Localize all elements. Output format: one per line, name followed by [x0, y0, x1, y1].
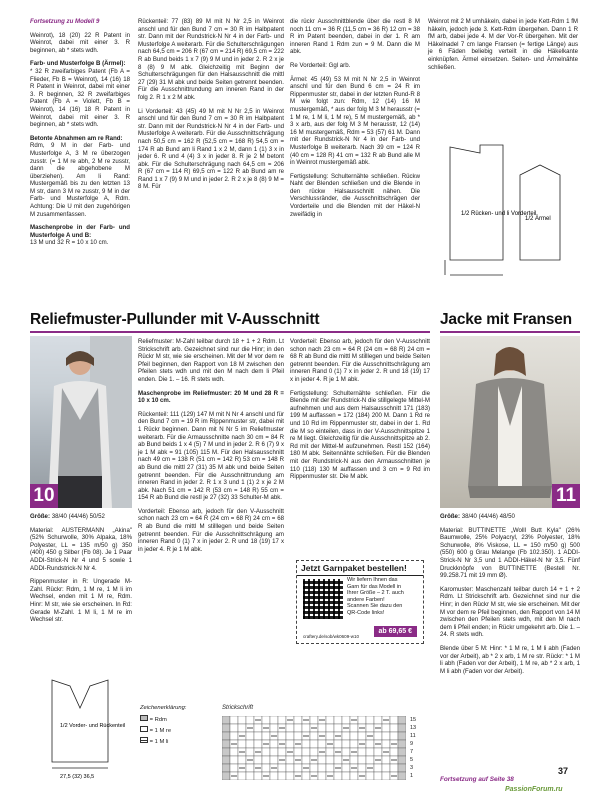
- chart-cell: [278, 748, 286, 756]
- rib-pattern-text: Rippenmuster in R: Ungerade M-Zahl. Rückr: Rdm, 1 M re, 1 M li im Wechsel, enden mit 1 M re, Rdm. Hinr: M str, wie sie erscheinen. In Rd: Gerade M-Zahl. 1 M li, 1 M re im Wechsel str.: [30, 578, 132, 624]
- chart-row-label: 5: [410, 757, 414, 763]
- chart-cell: [246, 732, 254, 740]
- chart-cell: [262, 732, 270, 740]
- chart-cell: [366, 740, 374, 748]
- text-paragraph: Weinrot), 18 (20) 22 R Patent in Weinrot, dabei mit einer 3. R beginnen, ab * stets wdh.: [30, 31, 130, 54]
- chart-cell: [318, 756, 326, 764]
- chart-cell: [318, 772, 326, 780]
- size-line: Größe: 38/40 (44/46) 48/50: [440, 513, 515, 520]
- text-paragraph: Li Vorderteil: 43 (45) 49 M mit N Nr 2,5 in Weinrot anschl und für den Bund 7 cm = 30 R im Halbpatent str. Dann mit der Rundstrick-N Nr 4 in der Farb- und Musterfolge A weiterarb. Für die Ausschnittschrägung nach 50,5 cm = 162 R (52,5 cm = 168 R) 54,5 cm = 174 R ab Bund am li Rand 1 x 2 M, dann 1 (1) 3 x in jeder 6. R und 4 (4) 3 x in jeder 8. R je 2 M betont abk. Für die Schulterschrägung nach 64,5 cm = 206 R (67 cm = 114 R) 69,5 cm = 122 R ab Bund am re Rand 1 x 7 (9) 9 M und in jeder 2. R 2 x je 8 (8) 9 M = 8 M. Für: [138, 107, 284, 191]
- chart-cell: [230, 764, 238, 772]
- chart-cell: [342, 732, 350, 740]
- yarn-package-box: [296, 560, 424, 644]
- chart-cell: [358, 756, 366, 764]
- legend-item: = Rdm: [140, 715, 202, 723]
- chart-cell: [254, 740, 262, 748]
- schema-label: 1/2 Vorder- und Rückenteil: [60, 723, 126, 729]
- chart-cell: [270, 756, 278, 764]
- top-column-3: [290, 18, 420, 224]
- legend-item: = 1 M re: [140, 726, 202, 734]
- model-10-badge: 10: [30, 484, 58, 508]
- chart-cell: [286, 740, 294, 748]
- chart-cell: [390, 732, 398, 740]
- chart-cell: [278, 764, 286, 772]
- text-paragraph: 13 M und 32 R = 10 x 10 cm.: [30, 239, 109, 247]
- chart-cell: [390, 764, 398, 772]
- chart-cell: [310, 740, 318, 748]
- chart-cell: [326, 764, 334, 772]
- text-paragraph: Re Vorderteil: Ggl arb.: [290, 61, 351, 69]
- knit-stitch-icon: [140, 726, 148, 732]
- chart-cell: [358, 748, 366, 756]
- chart-cell: [326, 756, 334, 764]
- chart-cell: [366, 748, 374, 756]
- chart-cell: [262, 756, 270, 764]
- model-11-badge: 11: [552, 484, 580, 508]
- chart-cell: [358, 764, 366, 772]
- chart-cell: [302, 756, 310, 764]
- size-line: Größe: 38/40 (44/46) 50/52: [30, 513, 105, 520]
- chart-cell: [366, 716, 374, 724]
- chart-cell: [230, 724, 238, 732]
- chart-cell: [302, 748, 310, 756]
- chart-row-label: 9: [410, 741, 414, 747]
- legend-title: Zeichenerklärung:: [140, 705, 187, 711]
- gauge-text: Maschenprobe im Reliefmuster: 20 M und 28 R = 10 x 10 cm.: [138, 389, 284, 405]
- chart-cell: [326, 716, 334, 724]
- chart-legend: [140, 705, 202, 745]
- chart-cell: [286, 732, 294, 740]
- chart-cell: [382, 772, 390, 780]
- chart-cell: [230, 716, 238, 724]
- chart-cell: [374, 764, 382, 772]
- chart-cell: [262, 716, 270, 724]
- chart-cell: [342, 748, 350, 756]
- chart-cell: [350, 772, 358, 780]
- chart-cell: [278, 716, 286, 724]
- chart-cell: [286, 724, 294, 732]
- chart-cell: [326, 748, 334, 756]
- material-text: Material: BUTTINETTE „Wolll Butt Kyla" (26% Baumwolle, 25% Polyacryl, 23% Polyester, 18% Schurwolle, 8% Viskose, LL = 150 m/50 g) 500 (550) 600 g Grau Melange (Fb 102.350). 1 ADDI-Strick-N Nr 3,5 und 1 ADDI-Häkel-N Nr 3,5. Fünf Druckknöpfe von BUTTINETTE (Bestell Nr. 99.258.71 mit 19 mm Ø).: [440, 526, 580, 580]
- chart-cell: [222, 724, 230, 732]
- chart-cell: [374, 716, 382, 724]
- model-11-photo: [440, 336, 580, 508]
- chart-cell: [238, 740, 246, 748]
- yarn-package-price[interactable]: ab 69,65 €: [374, 626, 417, 637]
- model-10-title: Reliefmuster-Pullunder mit V-Ausschnitt: [30, 311, 320, 328]
- edge-stitch-icon: [140, 715, 148, 721]
- chart-cell: [398, 772, 406, 780]
- schema-front-back: [30, 672, 132, 782]
- chart-cell: [270, 772, 278, 780]
- chart-cell: [398, 716, 406, 724]
- chart-cell: [270, 748, 278, 756]
- finishing-text: Fertigstellung: Schulternähte schließen. Für die Blende mit der Rundstrick-N die stillgelegte Mittel-M aufnehmen und aus dem Halsausschnitt 171 (183) 199 M auffassen = 172 (184) 200 M. Dann 1 Rd re und 10 Rd im Rippenmuster str, dabei in der 1. Rd die M so einteilen, dass in der V-Ausschnittspitze 1 re M liegt. Gleichzeitig für die Ausschnittspitze ab 2. Rd mit der Mittel-M aufzunehmen. Restl 152 (164) 180 M abk. Seitennähte schließen. Für die Blenden mit der Rundstrick-N aus den Armausschnitten je 110 (118) 130 M auffassen und 3 cm = 9 Rd im Rippenmuster str. Die M abk.: [290, 389, 430, 481]
- chart-cell: [318, 724, 326, 732]
- chart-row-label: 13: [410, 725, 417, 731]
- chart-cell: [302, 724, 310, 732]
- chart-row-label: 3: [410, 765, 414, 771]
- chart-cell: [254, 756, 262, 764]
- chart-cell: [254, 732, 262, 740]
- chart-cell: [270, 740, 278, 748]
- section-heading: Maschenprobe in der Farb- und Musterfolge A und B:: [30, 224, 130, 239]
- chart-cell: [238, 716, 246, 724]
- text-paragraph: Rückenteil: 77 (83) 89 M mit N Nr 2,5 in Weinrot anschl und für den Bund 7 cm = 30 R im Halbpatent str. Dann mit der Rundstrick-N Nr 4 in der Farb- und Musterfolge A weiterarb. Für die Schulterschrägungen nach 64,5 cm = 206 R (67 cm = 214 R) 69,5 cm = 222 R ab Bund beids 1 x 7 (9) 9 M und in jeder 2. R 2 x je 8 (8) 9 M abk. Gleichzeitig mit Beginn der Schulterschrägungen für den Halsausschnitt die mittl 27 (29) 31 M abk und beide Seiten getrennt beenden. Für die Ausschnittrundung am inneren Rand in der folg 2. R 1 x 2 M abk.: [138, 18, 284, 101]
- chart-cell: [262, 748, 270, 756]
- continuation-note: Fortsetzung zu Modell 9: [30, 18, 100, 25]
- model-10-photo: [30, 336, 132, 508]
- chart-cell: [326, 724, 334, 732]
- chart-cell: [398, 756, 406, 764]
- chart-cell: [302, 740, 310, 748]
- knitting-chart-grid: [222, 716, 406, 780]
- chart-cell: [310, 748, 318, 756]
- model-figure-icon: [440, 336, 580, 508]
- schema-back-front: [425, 135, 580, 295]
- chart-cell: [238, 756, 246, 764]
- chart-cell: [294, 724, 302, 732]
- material-text: Material: AUSTERMANN „Akina" (52% Schurwolle, 30% Alpaka, 18% Polyester, LL = 135 m/50 g) 350 (400) 450 g Silber (Fb 08). Je 1 Paar ADDI-Strick-N Nr 4 und 5 sowie 1 ADDI-Rundstrick-N Nr 4.: [30, 526, 132, 572]
- chart-cell: [374, 748, 382, 756]
- text-paragraph: Fertigstellung: Schulternähte schließen. Rückw Naht der Blenden schließen und die Blende in den rückw Halsausschnitt nähen. Die Verschlussränder, die Ausschnittschrägen der Vorderteile und die Blenden mit der Häkel-N zweifädig in: [290, 172, 420, 218]
- chart-cell: [294, 732, 302, 740]
- chart-cell: [222, 772, 230, 780]
- section-heading: Betonte Abnahmen am re Rand:: [30, 134, 123, 142]
- model-figure-icon: [30, 336, 132, 508]
- chart-cell: [366, 724, 374, 732]
- chart-cell: [342, 772, 350, 780]
- yarn-package-title: Jetzt Garnpaket bestellen!: [297, 561, 423, 576]
- chart-cell: [238, 724, 246, 732]
- chart-cell: [366, 772, 374, 780]
- schema-width: 27,5 (32) 36,5: [60, 774, 95, 780]
- model-10-column-1: [30, 513, 132, 630]
- text-paragraph: Ärmel: 45 (49) 53 M mit N Nr 2,5 in Weinrot anschl und für den Bund 6 cm = 24 R im Rippenmuster str, dabei in der letzten Rund-R 8 M wie folgt zun: Rdm, 12 (14) 16 M mustergemäß, * aus der folg M 3 M herausstr (= 1 M re, 1 M li, 1 M re), 5 M mustergemäß, ab * 3 x arb, aus der folg M 3 M herausstr, 12 (14) 16 M mustergemäß, Rdm = 53 (57) 61 M. Dann mit der Rundstrick-N Nr 4 in der Farb- und Musterfolge B weiterarb. Nach 39 cm = 124 R (40 cm = 128 R) 41 cm = 132 R ab Bund alle M in Weinrot mustergemäß abk.: [290, 75, 420, 167]
- chart-cell: [254, 724, 262, 732]
- knitting-chart: [222, 716, 406, 780]
- chart-cell: [222, 764, 230, 772]
- chart-cell: [310, 732, 318, 740]
- chart-cell: [294, 748, 302, 756]
- yarn-package-url[interactable]: craftery.de/sob/wk0609-w10: [303, 634, 359, 639]
- qr-code-icon[interactable]: [303, 579, 343, 619]
- chart-cell: [318, 764, 326, 772]
- text-paragraph: * 32 R zweifarbiges Patent (Fb A = Flieder, Fb B = Weinrot), 14 (16) 18 R Patent in Weinrot, dabei mit einer 3. R beginnen, 32 R zweifarbiges Patent (Fb A = Violett, Fb B = Weinrot), 14 (16) 18 R Patent in Weinrot, dabei mit einer 3. R beginnen, ab * stets wdh.: [30, 67, 130, 129]
- chart-cell: [398, 724, 406, 732]
- chart-cell: [222, 740, 230, 748]
- chart-cell: [342, 764, 350, 772]
- chart-cell: [294, 716, 302, 724]
- continuation-link[interactable]: Fortsetzung auf Seite 38: [440, 776, 514, 783]
- border-text: Blende über 5 M: Hinr: * 1 M re, 1 M li abh (Faden vor der Arbeit), ab * 2 x arb, 1 M re str. Rückr: * 1 M li abh (Faden vor der Arbeit), 1 M re, ab * 2 x arb, 1 M li abh (Faden vor der Arbeit).: [440, 644, 580, 675]
- top-column-4: [428, 18, 578, 77]
- chart-cell: [270, 716, 278, 724]
- chart-row-label: 7: [410, 749, 414, 755]
- model-11-column: [440, 513, 580, 681]
- legend-item: = 1 M li: [140, 737, 202, 745]
- check-pattern-text: Karomuster: Maschenzahl teilbar durch 14 + 1 + 2 Rdm. Lt Strickschrift arb. Gezeichnet sind nur die Hinr; in den Rückr M str, wie sie erscheinen. Mit der M vor dem re Pfeil beginnen, den Rapport von 14 M zwischen den Pfeilen stets wdh, mit den M nach dem li Pfeil enden; in Rückr umgekehrt arb. Die 1. – 24. R stets wdh.: [440, 585, 580, 639]
- chart-cell: [358, 716, 366, 724]
- chart-cell: [342, 740, 350, 748]
- text-paragraph: die rückr Ausschnittblende über die restl 8 M noch 11 cm = 36 R (11,5 cm = 36 R) 12 cm = 38 R im Patent beenden, dabei in der 1. R am inneren Rand 1 Rdm zun = 9 M. Dann die M abk.: [290, 18, 420, 56]
- chart-cell: [334, 772, 342, 780]
- chart-cell: [350, 740, 358, 748]
- chart-cell: [246, 740, 254, 748]
- chart-cell: [222, 716, 230, 724]
- chart-cell: [246, 764, 254, 772]
- chart-cell: [366, 756, 374, 764]
- title-underline: [30, 331, 430, 333]
- chart-cell: [246, 772, 254, 780]
- chart-cell: [398, 764, 406, 772]
- purl-stitch-icon: [140, 737, 148, 743]
- schema-label: 1/2 Rücken- und li Vorderteil: [461, 211, 537, 217]
- model-10-column-3: [290, 338, 430, 487]
- chart-cell: [294, 764, 302, 772]
- chart-cell: [350, 724, 358, 732]
- front-continued-text: Vorderteil: Ebenso arb, jedoch für den V-Ausschnitt schon nach 23 cm = 64 R (24 cm = 68 R) 24 cm = 68 R ab Bund die mittl M stilllegen und beide Seiten getrennt beenden. Für die Ausschnittschrägung am inneren Rand 0 (1) 7 x in jeder 2. R und 18 (19) 17 x in jeder 4. R je 1 M abk.: [290, 338, 430, 383]
- chart-cell: [334, 716, 342, 724]
- text-paragraph: Weinrot mit 2 M umhäkeln, dabei in jede Kett-Rdm 1 fM häkeln, jedoch jede 3. Kett-Rdm übergehen. Dann 1 R fM arb, dabei jede 4. M der Vor-R übergehen. Mit der Häkelnadel 7 cm lange Fransen (= fertige Länge) aus je 6 Fäden beliebig verteilt in die Häkelkante einknüpfen. Ärmel einsetzen. Seiten- und Ärmelnähte schließen.: [428, 18, 578, 71]
- chart-row-label: 1: [410, 773, 414, 779]
- chart-cell: [398, 740, 406, 748]
- chart-cell: [286, 756, 294, 764]
- yarn-package-text: Wir liefern Ihnen das Garn für das Modell in Ihrer Größe – 2 T. auch andere Farben! Scannen Sie dazu den QR-Code links!: [347, 577, 404, 616]
- chart-cell: [382, 724, 390, 732]
- text-paragraph: Rdm, 9 M in der Farb- und Musterfolge A, 3 M re überzogen zusstr. (= 1 M re abh, 2 M re zusstr, dann die abgehobene M überziehen). Am li Rand: Mustergemäß bis zu den letzten 13 M str, dann 3 M re zusstr, 9 M in der Farb- und Musterfolge A, Rdm. Achtung: Die U mit den zugehörigen M zusammenfassen.: [30, 142, 130, 218]
- chart-cell: [334, 724, 342, 732]
- chart-cell: [310, 716, 318, 724]
- section-heading: Farb- und Musterfolge B (Ärmel):: [30, 60, 126, 68]
- chart-cell: [382, 740, 390, 748]
- front-piece-text: Vorderteil: Ebenso arb, jedoch für den V-Ausschnitt schon nach 23 cm = 64 R (24 cm = 68 R) 24 cm = 68 R ab Bund die mittl M stilllegen und beide Seiten getrennt beenden. Für die Ausschnittschrägung am inneren Rand 0 (1) 7 x in jeder 2. R und 18 (19) 17 x in jeder 4. R je 1 M abk.: [138, 507, 284, 553]
- chart-cell: [230, 732, 238, 740]
- chart-cell: [302, 772, 310, 780]
- top-column-2: [138, 18, 284, 197]
- chart-cell: [350, 756, 358, 764]
- chart-cell: [254, 772, 262, 780]
- model-11-title: Jacke mit Fransen: [440, 311, 572, 328]
- chart-cell: [342, 716, 350, 724]
- schema-label: 1/2 Ärmel: [525, 216, 551, 222]
- chart-cell: [262, 764, 270, 772]
- relief-pattern-text: Reliefmuster: M-Zahl teilbar durch 18 + 1 + 2 Rdm. Lt Strickschrift arb. Gezeichnet sind nur die Hinr; in den Rückr M str, wie sie erscheinen. Mit der M vor dem re Pfeil beginnen, den Rapport von 18 M zwischen den Pfeilen stets wdh und mit den M nach dem li Pfeil enden. Die 1. – 16. R stets wdh.: [138, 338, 284, 383]
- chart-cell: [270, 724, 278, 732]
- chart-cell: [390, 724, 398, 732]
- chart-cell: [398, 748, 406, 756]
- chart-cell: [286, 764, 294, 772]
- page-number: 37: [558, 766, 569, 776]
- chart-cell: [374, 772, 382, 780]
- chart-row-label: 15: [410, 717, 417, 723]
- chart-cell: [278, 772, 286, 780]
- chart-cell: [230, 756, 238, 764]
- site-watermark: PassionForum.ru: [505, 786, 563, 793]
- chart-cell: [374, 732, 382, 740]
- chart-cell: [390, 748, 398, 756]
- chart-cell: [334, 756, 342, 764]
- chart-cell: [222, 732, 230, 740]
- chart-cell: [286, 772, 294, 780]
- chart-cell: [350, 732, 358, 740]
- chart-cell: [390, 716, 398, 724]
- chart-cell: [382, 732, 390, 740]
- chart-cell: [222, 748, 230, 756]
- chart-cell: [318, 740, 326, 748]
- chart-cell: [246, 716, 254, 724]
- chart-cell: [222, 756, 230, 764]
- chart-cell: [382, 756, 390, 764]
- chart-cell: [326, 732, 334, 740]
- chart-cell: [246, 748, 254, 756]
- chart-cell: [278, 732, 286, 740]
- knitting-chart-row-labels: [410, 716, 426, 780]
- chart-cell: [310, 764, 318, 772]
- knitting-chart-title: Strickschrift: [222, 705, 254, 711]
- chart-cell: [382, 764, 390, 772]
- chart-cell: [358, 732, 366, 740]
- top-column-1: [30, 18, 130, 253]
- model-10-column-2: [138, 338, 284, 559]
- chart-cell: [398, 732, 406, 740]
- chart-row-label: 11: [410, 733, 416, 739]
- chart-cell: [238, 772, 246, 780]
- chart-cell: [334, 740, 342, 748]
- title-underline: [440, 331, 580, 333]
- back-piece-text: Rückenteil: 111 (129) 147 M mit N Nr 4 anschl und für den Bund 7 cm = 19 R im Rippenmuster str, dabei mit 1 Rückr beginnen. Dann mit N Nr 5 im Reliefmuster weiterarb. Für die Armausschnitte nach 30 cm = 84 R ab Bund beids 1 x 4 (5) 7 M und in jeder 2. R 6 (7) 9 x je 1 M abk = 91 (105) 115 M. Für den Halsausschnitt nach 49 cm = 138 R (51 cm = 142 R) 53 cm = 148 R ab Bund die mittl 27 (31) 35 M abk und beide Seiten getrennt beenden. Für die Ausschnittrundung am inneren Rand in jeder 2. R 1 x 3 und 1 (1) 2 x je 2 M abk. Nach 51 cm = 142 R (53 cm = 148 R) 55 cm = 154 R ab Bund die restl je 27 (32) 33 Schulter-M abk.: [138, 410, 284, 502]
- chart-cell: [230, 748, 238, 756]
